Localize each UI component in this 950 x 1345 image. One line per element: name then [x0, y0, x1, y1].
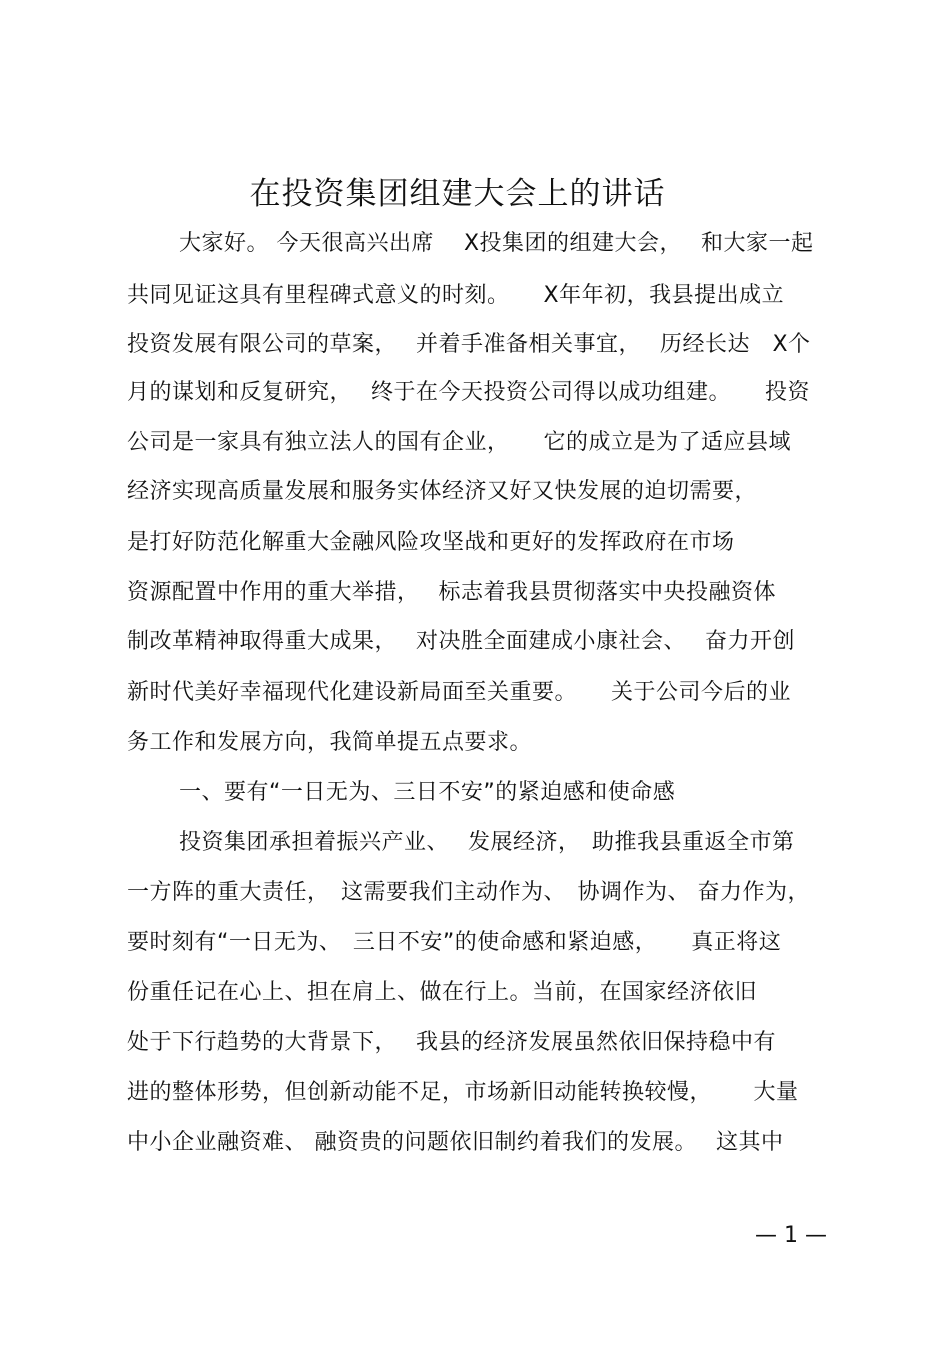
section-heading: 一、要有“一日无为、三日不安”的紧迫感和使命感 [179, 780, 676, 805]
paragraph-line: 资源配置中作用的重大举措， 标志着我县贯彻落实中央投融资体 [127, 580, 776, 605]
paragraph-line: 月的谋划和反复研究， 终于在今天投资公司得以成功组建。 投资 [127, 380, 810, 405]
paragraph-line: 大家好。 今天很高兴出席 X投集团的组建大会， 和大家一起 [179, 231, 814, 256]
paragraph-line: 投资发展有限公司的草案， 并着手准备相关事宜， 历经长达 X个 [127, 332, 811, 357]
paragraph-line: 要时刻有“一日无为、 三日不安”的使命感和紧迫感， 真正将这 [127, 930, 782, 955]
page-number: — 1 — [755, 1223, 827, 1248]
paragraph-line: 经济实现高质量发展和服务实体经济又好又快发展的迫切需要， [127, 479, 758, 504]
paragraph-line: 务工作和发展方向，我简单提五点要求。 [127, 730, 533, 755]
paragraph-line: 新时代美好幸福现代化建设新局面至关重要。 关于公司今后的业 [127, 680, 792, 705]
document-title: 在投资集团组建大会上的讲话 [249, 176, 666, 212]
paragraph-line: 处于下行趋势的大背景下， 我县的经济发展虽然依旧保持稳中有 [127, 1030, 776, 1055]
paragraph-line: 中小企业融资难、 融资贵的问题依旧制约着我们的发展。 这其中 [127, 1130, 784, 1155]
paragraph-line: 一方阵的重大责任， 这需要我们主动作为、 协调作为、 奋力作为， [127, 880, 810, 905]
paragraph-line: 投资集团承担着振兴产业、 发展经济， 助推我县重返全市第 [179, 830, 795, 855]
paragraph-line: 公司是一家具有独立法人的国有企业， 它的成立是为了适应县域 [127, 430, 792, 455]
paragraph-line: 制改革精神取得重大成果， 对决胜全面建成小康社会、 奋力开创 [127, 629, 795, 654]
paragraph-line: 共同见证这具有里程碑式意义的时刻。 X年年初，我县提出成立 [127, 283, 785, 308]
paragraph-line: 份重任记在心上、担在肩上、做在行上。当前，在国家经济依旧 [127, 980, 758, 1005]
paragraph-line: 进的整体形势，但创新动能不足，市场新旧动能转换较慢， 大量 [127, 1080, 799, 1105]
paragraph-line: 是打好防范化解重大金融风险攻坚战和更好的发挥政府在市场 [127, 530, 735, 555]
